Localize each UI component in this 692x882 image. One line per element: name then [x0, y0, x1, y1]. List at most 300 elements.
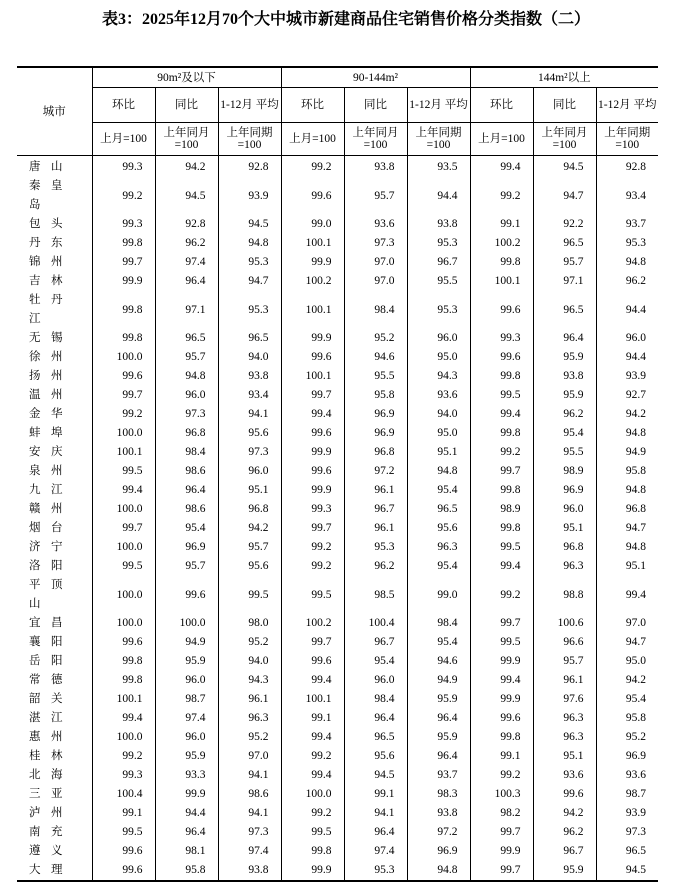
city-name: 包头	[29, 218, 63, 230]
index-value: 93.7	[407, 766, 470, 785]
index-value: 100.6	[533, 614, 596, 633]
index-value: 99.5	[470, 386, 533, 405]
index-value: 95.3	[407, 291, 470, 329]
city-name: 桂林	[29, 750, 63, 762]
index-value: 99.6	[92, 842, 155, 861]
index-value: 99.7	[92, 519, 155, 538]
index-value: 99.3	[92, 215, 155, 234]
city-name: 遵义	[29, 845, 63, 857]
table-row	[17, 405, 658, 424]
index-value: 99.6	[92, 367, 155, 386]
index-value: 99.8	[470, 519, 533, 538]
index-value: 94.8	[218, 234, 281, 253]
index-value: 98.9	[470, 500, 533, 519]
index-value: 99.1	[344, 785, 407, 804]
index-value: 98.1	[155, 842, 218, 861]
index-value: 94.5	[596, 861, 658, 881]
index-value: 95.0	[407, 424, 470, 443]
index-value: 93.6	[407, 386, 470, 405]
index-value: 99.2	[470, 177, 533, 215]
index-value: 96.0	[218, 462, 281, 481]
index-value: 99.6	[533, 785, 596, 804]
table-row	[17, 215, 658, 234]
index-value: 97.4	[218, 842, 281, 861]
index-value: 93.7	[596, 215, 658, 234]
index-value: 99.6	[281, 652, 344, 671]
index-value: 96.0	[407, 329, 470, 348]
index-value: 94.8	[155, 367, 218, 386]
index-value: 100.0	[92, 424, 155, 443]
index-value: 95.6	[407, 519, 470, 538]
index-value: 96.9	[533, 481, 596, 500]
table-row	[17, 709, 658, 728]
index-value: 94.7	[218, 272, 281, 291]
index-value: 99.0	[407, 576, 470, 614]
index-value: 94.1	[218, 405, 281, 424]
index-value: 99.8	[470, 481, 533, 500]
table-row	[17, 557, 658, 576]
index-value: 94.9	[155, 633, 218, 652]
table-row	[17, 804, 658, 823]
index-value: 94.9	[596, 443, 658, 462]
city-name: 惠州	[29, 731, 63, 743]
index-value: 98.4	[344, 291, 407, 329]
index-value: 95.9	[533, 861, 596, 881]
index-value: 99.8	[92, 234, 155, 253]
city-name: 北海	[29, 769, 63, 781]
table-row	[17, 481, 658, 500]
index-value: 99.7	[281, 633, 344, 652]
index-value: 93.8	[533, 367, 596, 386]
index-value: 96.5	[533, 234, 596, 253]
index-value: 96.4	[407, 709, 470, 728]
index-value: 99.6	[470, 348, 533, 367]
index-value: 96.7	[344, 500, 407, 519]
index-value: 96.3	[533, 728, 596, 747]
city-name: 金华	[29, 408, 63, 420]
index-value: 97.3	[596, 823, 658, 842]
index-value: 96.9	[596, 747, 658, 766]
city-name: 大理	[29, 864, 63, 876]
index-value: 96.8	[155, 424, 218, 443]
index-value: 99.9	[281, 329, 344, 348]
index-value: 94.8	[407, 861, 470, 881]
index-value: 100.0	[92, 614, 155, 633]
index-value: 94.1	[218, 804, 281, 823]
index-value: 96.1	[218, 690, 281, 709]
base-header-yoy: 上年同月 =100	[344, 123, 407, 156]
index-value: 99.6	[281, 462, 344, 481]
index-value: 99.6	[281, 348, 344, 367]
table-row	[17, 253, 658, 272]
index-value: 99.2	[92, 405, 155, 424]
index-value: 96.5	[533, 291, 596, 329]
index-value: 99.8	[92, 671, 155, 690]
index-value: 95.8	[596, 709, 658, 728]
index-value: 99.2	[470, 576, 533, 614]
index-value: 99.8	[281, 842, 344, 861]
index-value: 95.7	[533, 652, 596, 671]
index-value: 97.3	[344, 234, 407, 253]
index-value: 98.6	[155, 500, 218, 519]
index-value: 99.9	[155, 785, 218, 804]
index-value: 96.2	[155, 234, 218, 253]
index-value: 94.7	[533, 177, 596, 215]
index-value: 99.1	[281, 709, 344, 728]
table-row	[17, 291, 658, 329]
table-body	[17, 156, 658, 882]
index-value: 93.4	[596, 177, 658, 215]
index-value: 94.8	[596, 481, 658, 500]
index-value: 99.9	[470, 842, 533, 861]
index-value: 100.2	[281, 614, 344, 633]
index-value: 96.0	[596, 329, 658, 348]
index-value: 96.7	[533, 842, 596, 861]
index-value: 94.9	[407, 671, 470, 690]
index-value: 97.0	[344, 253, 407, 272]
sub-header-avg: 1-12月 平均	[218, 88, 281, 123]
city-name: 南充	[29, 826, 63, 838]
index-value: 99.2	[92, 747, 155, 766]
index-value: 99.2	[281, 557, 344, 576]
city-name: 岳阳	[29, 655, 63, 667]
index-value: 96.3	[533, 709, 596, 728]
index-value: 99.8	[470, 367, 533, 386]
index-value: 96.8	[344, 443, 407, 462]
group-header-small: 90m²及以下	[92, 67, 281, 88]
city-name: 湛江	[29, 712, 63, 724]
index-value: 94.6	[407, 652, 470, 671]
index-value: 99.5	[281, 823, 344, 842]
index-value: 95.8	[344, 386, 407, 405]
sub-header-avg: 1-12月 平均	[596, 88, 658, 123]
group-header-large: 144m²以上	[470, 67, 658, 88]
city-name: 泉州	[29, 465, 63, 477]
index-value: 95.4	[344, 652, 407, 671]
index-value: 97.3	[155, 405, 218, 424]
index-value: 99.7	[281, 386, 344, 405]
index-value: 96.1	[533, 671, 596, 690]
city-name: 无锡	[29, 332, 63, 344]
index-value: 96.5	[155, 329, 218, 348]
index-value: 99.9	[281, 443, 344, 462]
index-value: 100.0	[92, 500, 155, 519]
index-value: 93.6	[596, 766, 658, 785]
city-name: 三亚	[29, 788, 63, 800]
index-value: 95.1	[533, 519, 596, 538]
city-name: 洛阳	[29, 560, 63, 572]
index-value: 96.4	[533, 329, 596, 348]
index-value: 94.4	[596, 348, 658, 367]
index-value: 99.7	[92, 386, 155, 405]
index-value: 98.3	[407, 785, 470, 804]
index-value: 95.9	[533, 386, 596, 405]
index-value: 93.8	[407, 215, 470, 234]
group-header-medium: 90-144m²	[281, 67, 470, 88]
index-value: 99.4	[470, 156, 533, 178]
city-name: 宜昌	[29, 617, 63, 629]
index-value: 93.3	[155, 766, 218, 785]
index-value: 99.8	[92, 652, 155, 671]
index-value: 95.6	[218, 424, 281, 443]
table-row	[17, 747, 658, 766]
city-column-header: 城市	[17, 67, 92, 156]
index-value: 92.8	[596, 156, 658, 178]
base-header-yoy: 上年同月 =100	[155, 123, 218, 156]
index-value: 96.2	[533, 823, 596, 842]
index-value: 96.4	[155, 481, 218, 500]
city-name: 九江	[29, 484, 63, 496]
index-value: 94.7	[596, 519, 658, 538]
index-value: 95.1	[533, 747, 596, 766]
base-header-mom: 上月=100	[92, 123, 155, 156]
index-value: 97.4	[344, 842, 407, 861]
index-value: 97.0	[596, 614, 658, 633]
index-value: 94.5	[155, 177, 218, 215]
index-value: 93.8	[407, 804, 470, 823]
table-row	[17, 861, 658, 881]
index-value: 99.2	[470, 443, 533, 462]
index-value: 100.0	[155, 614, 218, 633]
index-value: 99.6	[470, 709, 533, 728]
city-name: 烟台	[29, 522, 63, 534]
table-row	[17, 671, 658, 690]
index-value: 97.3	[218, 443, 281, 462]
index-value: 93.5	[407, 156, 470, 178]
index-value: 95.4	[407, 481, 470, 500]
index-value: 96.9	[407, 842, 470, 861]
index-value: 99.2	[470, 766, 533, 785]
index-value: 99.7	[92, 253, 155, 272]
index-value: 95.3	[218, 253, 281, 272]
index-value: 95.7	[155, 557, 218, 576]
index-value: 96.5	[596, 842, 658, 861]
index-value: 100.1	[92, 443, 155, 462]
table-row	[17, 234, 658, 253]
table-row	[17, 766, 658, 785]
index-value: 92.7	[596, 386, 658, 405]
index-value: 96.4	[344, 709, 407, 728]
index-value: 99.4	[470, 405, 533, 424]
index-value: 99.9	[470, 690, 533, 709]
index-value: 94.1	[344, 804, 407, 823]
index-value: 95.3	[218, 291, 281, 329]
index-value: 92.8	[218, 156, 281, 178]
table-row	[17, 177, 658, 215]
index-value: 97.1	[533, 272, 596, 291]
index-value: 99.6	[470, 291, 533, 329]
index-value: 95.9	[407, 728, 470, 747]
sub-header-yoy: 同比	[344, 88, 407, 123]
index-value: 96.0	[344, 671, 407, 690]
index-value: 95.7	[218, 538, 281, 557]
index-value: 97.6	[533, 690, 596, 709]
index-value: 95.4	[596, 690, 658, 709]
index-value: 99.5	[92, 462, 155, 481]
index-value: 94.2	[155, 156, 218, 178]
base-header-avg: 上年同期 =100	[218, 123, 281, 156]
index-value: 99.8	[92, 291, 155, 329]
index-value: 97.3	[218, 823, 281, 842]
table-row	[17, 519, 658, 538]
index-value: 98.9	[533, 462, 596, 481]
table-row	[17, 538, 658, 557]
index-value: 99.6	[92, 861, 155, 881]
index-value: 95.6	[218, 557, 281, 576]
index-value: 95.2	[218, 633, 281, 652]
index-value: 95.1	[596, 557, 658, 576]
index-value: 96.0	[533, 500, 596, 519]
index-value: 100.4	[344, 614, 407, 633]
index-value: 94.4	[155, 804, 218, 823]
index-value: 93.8	[218, 367, 281, 386]
base-header-avg: 上年同期 =100	[596, 123, 658, 156]
index-value: 94.4	[596, 291, 658, 329]
index-value: 97.1	[155, 291, 218, 329]
index-value: 96.4	[155, 272, 218, 291]
city-name: 泸州	[29, 807, 63, 819]
index-value: 99.8	[470, 253, 533, 272]
index-value: 98.6	[218, 785, 281, 804]
index-value: 96.9	[344, 405, 407, 424]
index-value: 95.9	[155, 652, 218, 671]
index-value: 97.0	[344, 272, 407, 291]
index-value: 95.4	[155, 519, 218, 538]
table-row	[17, 842, 658, 861]
index-value: 94.2	[533, 804, 596, 823]
index-value: 95.0	[596, 652, 658, 671]
table-row	[17, 690, 658, 709]
index-value: 95.5	[344, 367, 407, 386]
index-value: 93.9	[596, 367, 658, 386]
index-value: 94.7	[596, 633, 658, 652]
index-value: 96.5	[218, 329, 281, 348]
index-value: 99.3	[281, 500, 344, 519]
index-value: 99.7	[470, 861, 533, 881]
index-value: 99.8	[470, 728, 533, 747]
index-value: 95.2	[596, 728, 658, 747]
index-value: 100.0	[92, 728, 155, 747]
index-value: 96.0	[155, 671, 218, 690]
index-value: 95.0	[407, 348, 470, 367]
table-row	[17, 272, 658, 291]
index-value: 96.4	[407, 747, 470, 766]
index-value: 96.2	[344, 557, 407, 576]
city-name: 平顶山	[29, 579, 63, 610]
index-value: 98.4	[155, 443, 218, 462]
sub-header-yoy: 同比	[155, 88, 218, 123]
index-value: 99.9	[281, 481, 344, 500]
index-value: 98.4	[407, 614, 470, 633]
city-name: 蚌埠	[29, 427, 63, 439]
index-value: 100.0	[92, 348, 155, 367]
table-row	[17, 462, 658, 481]
index-value: 99.3	[470, 329, 533, 348]
base-header-mom: 上月=100	[470, 123, 533, 156]
index-value: 96.5	[344, 728, 407, 747]
index-value: 92.8	[155, 215, 218, 234]
table-row	[17, 424, 658, 443]
index-value: 98.2	[470, 804, 533, 823]
city-name: 温州	[29, 389, 63, 401]
table-row	[17, 386, 658, 405]
base-header-mom: 上月=100	[281, 123, 344, 156]
index-value: 92.2	[533, 215, 596, 234]
price-index-table	[17, 66, 658, 882]
index-value: 99.4	[470, 671, 533, 690]
sub-header-mom: 环比	[92, 88, 155, 123]
index-value: 99.4	[92, 481, 155, 500]
index-value: 99.7	[470, 614, 533, 633]
index-value: 99.2	[281, 747, 344, 766]
index-value: 100.4	[92, 785, 155, 804]
city-name: 丹东	[29, 237, 63, 249]
index-value: 99.1	[470, 747, 533, 766]
index-value: 99.3	[92, 156, 155, 178]
index-value: 94.5	[533, 156, 596, 178]
index-value: 99.2	[281, 538, 344, 557]
index-value: 99.1	[470, 215, 533, 234]
index-value: 94.4	[407, 177, 470, 215]
index-value: 96.3	[533, 557, 596, 576]
index-value: 99.8	[92, 329, 155, 348]
index-value: 95.4	[407, 557, 470, 576]
index-value: 94.2	[596, 671, 658, 690]
index-value: 100.1	[470, 272, 533, 291]
index-value: 96.6	[533, 633, 596, 652]
index-value: 99.6	[155, 576, 218, 614]
index-value: 94.6	[344, 348, 407, 367]
index-value: 99.6	[281, 424, 344, 443]
index-value: 95.4	[533, 424, 596, 443]
table-row	[17, 785, 658, 804]
index-value: 100.0	[281, 785, 344, 804]
index-value: 99.4	[281, 671, 344, 690]
index-value: 94.5	[344, 766, 407, 785]
index-value: 96.1	[344, 481, 407, 500]
index-value: 96.3	[407, 538, 470, 557]
index-value: 96.7	[407, 253, 470, 272]
index-value: 96.8	[218, 500, 281, 519]
index-value: 96.2	[533, 405, 596, 424]
index-value: 94.0	[218, 652, 281, 671]
index-value: 96.8	[533, 538, 596, 557]
index-value: 95.7	[155, 348, 218, 367]
index-value: 99.5	[92, 823, 155, 842]
index-value: 94.1	[218, 766, 281, 785]
index-value: 99.9	[281, 253, 344, 272]
index-value: 95.3	[344, 861, 407, 881]
index-value: 100.2	[281, 272, 344, 291]
city-name: 唐山	[29, 161, 63, 173]
sub-header-avg: 1-12月 平均	[407, 88, 470, 123]
index-value: 100.0	[92, 576, 155, 614]
index-value: 99.3	[92, 766, 155, 785]
index-value: 95.2	[218, 728, 281, 747]
table-row	[17, 633, 658, 652]
index-value: 99.5	[92, 557, 155, 576]
table-row	[17, 500, 658, 519]
index-value: 99.5	[470, 538, 533, 557]
city-name: 锦州	[29, 256, 63, 268]
index-value: 99.8	[470, 424, 533, 443]
index-value: 99.4	[281, 728, 344, 747]
index-value: 96.3	[218, 709, 281, 728]
index-value: 96.0	[155, 386, 218, 405]
index-value: 100.1	[281, 367, 344, 386]
index-value: 99.2	[281, 804, 344, 823]
index-value: 94.8	[596, 253, 658, 272]
